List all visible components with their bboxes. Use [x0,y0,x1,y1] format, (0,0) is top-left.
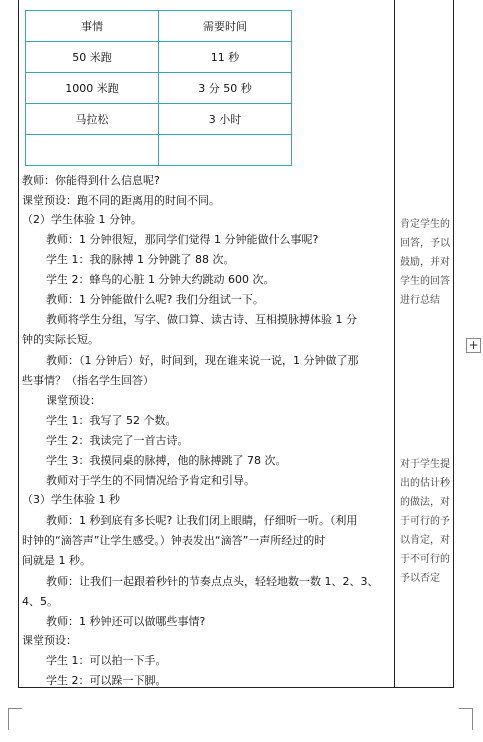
table-cell: 1000 米跑 [26,73,159,104]
table-row [26,73,292,104]
text-line: 教师：1 秒钟还可以做哪些事情? [46,615,206,628]
side-note: 肯定学生的回答，予以鼓励，并对学生的回答进行总结 [400,219,450,306]
text-line: （2）学生体验 1 分钟。 [22,213,142,226]
table-row [26,42,292,73]
text-line: 教师：让我们一起跟着秒针的节奏点点头，轻轻地数一数 1、2、3、 [46,575,379,588]
text-line: （3）学生体验 1 秒 [22,493,120,506]
table-cell: 50 米跑 [26,42,159,73]
column-divider [394,0,395,688]
text-line: 钟的实际长短。 [22,333,99,346]
crop-mark [472,708,473,730]
time-table [25,10,292,166]
table-cell: 3 分 50 秒 [159,73,292,104]
text-line: 教师：你能得到什么信息呢? [22,174,160,187]
text-line: 时钟的“滴答声”让学生感受。）钟表发出“滴答”一声所经过的时 [22,534,326,547]
text-line: 教师：1 分钟能做什么呢? 我们分组试一下。 [46,293,264,306]
text-line: 教师：1 分钟很短，那同学们觉得 1 分钟能做什么事呢? [46,233,319,246]
text-line: 学生 3：我摸同桌的脉搏，他的脉搏跳了 78 次。 [46,454,287,467]
text-line: 学生 1：可以拍一下手。 [46,654,167,667]
text-line: 教师：1 秒到底有多长呢? 让我们闭上眼睛，仔细听一听。（利用 [46,514,358,527]
text-line: 课堂预设：跑不同的距离用的时间不同。 [22,194,220,207]
table-row [26,104,292,135]
crop-mark [8,708,22,709]
text-line: 学生 2：我读完了一首古诗。 [46,434,189,447]
text-line: 学生 2：可以跺一下脚。 [46,674,167,687]
table-header: 事情 [26,11,159,42]
table-cell: 马拉松 [26,104,159,135]
text-line: 4、5。 [22,595,58,608]
text-line: 学生 1：我写了 52 个数。 [46,414,177,427]
text-line: 间就是 1 秒。 [22,554,91,567]
text-line: 些事情？（指名学生回答） [22,374,154,387]
table-cell: 3 小时 [159,104,292,135]
side-note: 对于学生提出的估计秒的做法，对于可行的予以肯定，对于不可行的予以否定 [400,459,450,584]
text-line: 学生 2：蜂鸟的心脏 1 分钟大约跳动 600 次。 [46,273,275,286]
text-line: 课堂预设： [22,634,77,647]
add-row-button[interactable]: + [466,338,481,353]
table-header: 需要时间 [159,11,292,42]
text-line: 教师：（1 分钟后）好，时间到，现在谁来说一说，1 分钟做了那 [46,354,359,367]
text-line: 学生 1：我的脉搏 1 分钟跳了 88 次。 [46,253,235,266]
table-cell [159,135,292,166]
table-cell: 11 秒 [159,42,292,73]
text-line: 教师对于学生的不同情况给予肯定和引导。 [46,474,255,487]
crop-mark [459,708,473,709]
text-line: 课堂预设： [46,394,101,407]
table-row [26,135,292,166]
text-line: 教师将学生分组，写字、做口算、读古诗、互相摸脉搏体验 1 分 [46,313,357,326]
crop-mark [8,708,9,730]
table-cell [26,135,159,166]
